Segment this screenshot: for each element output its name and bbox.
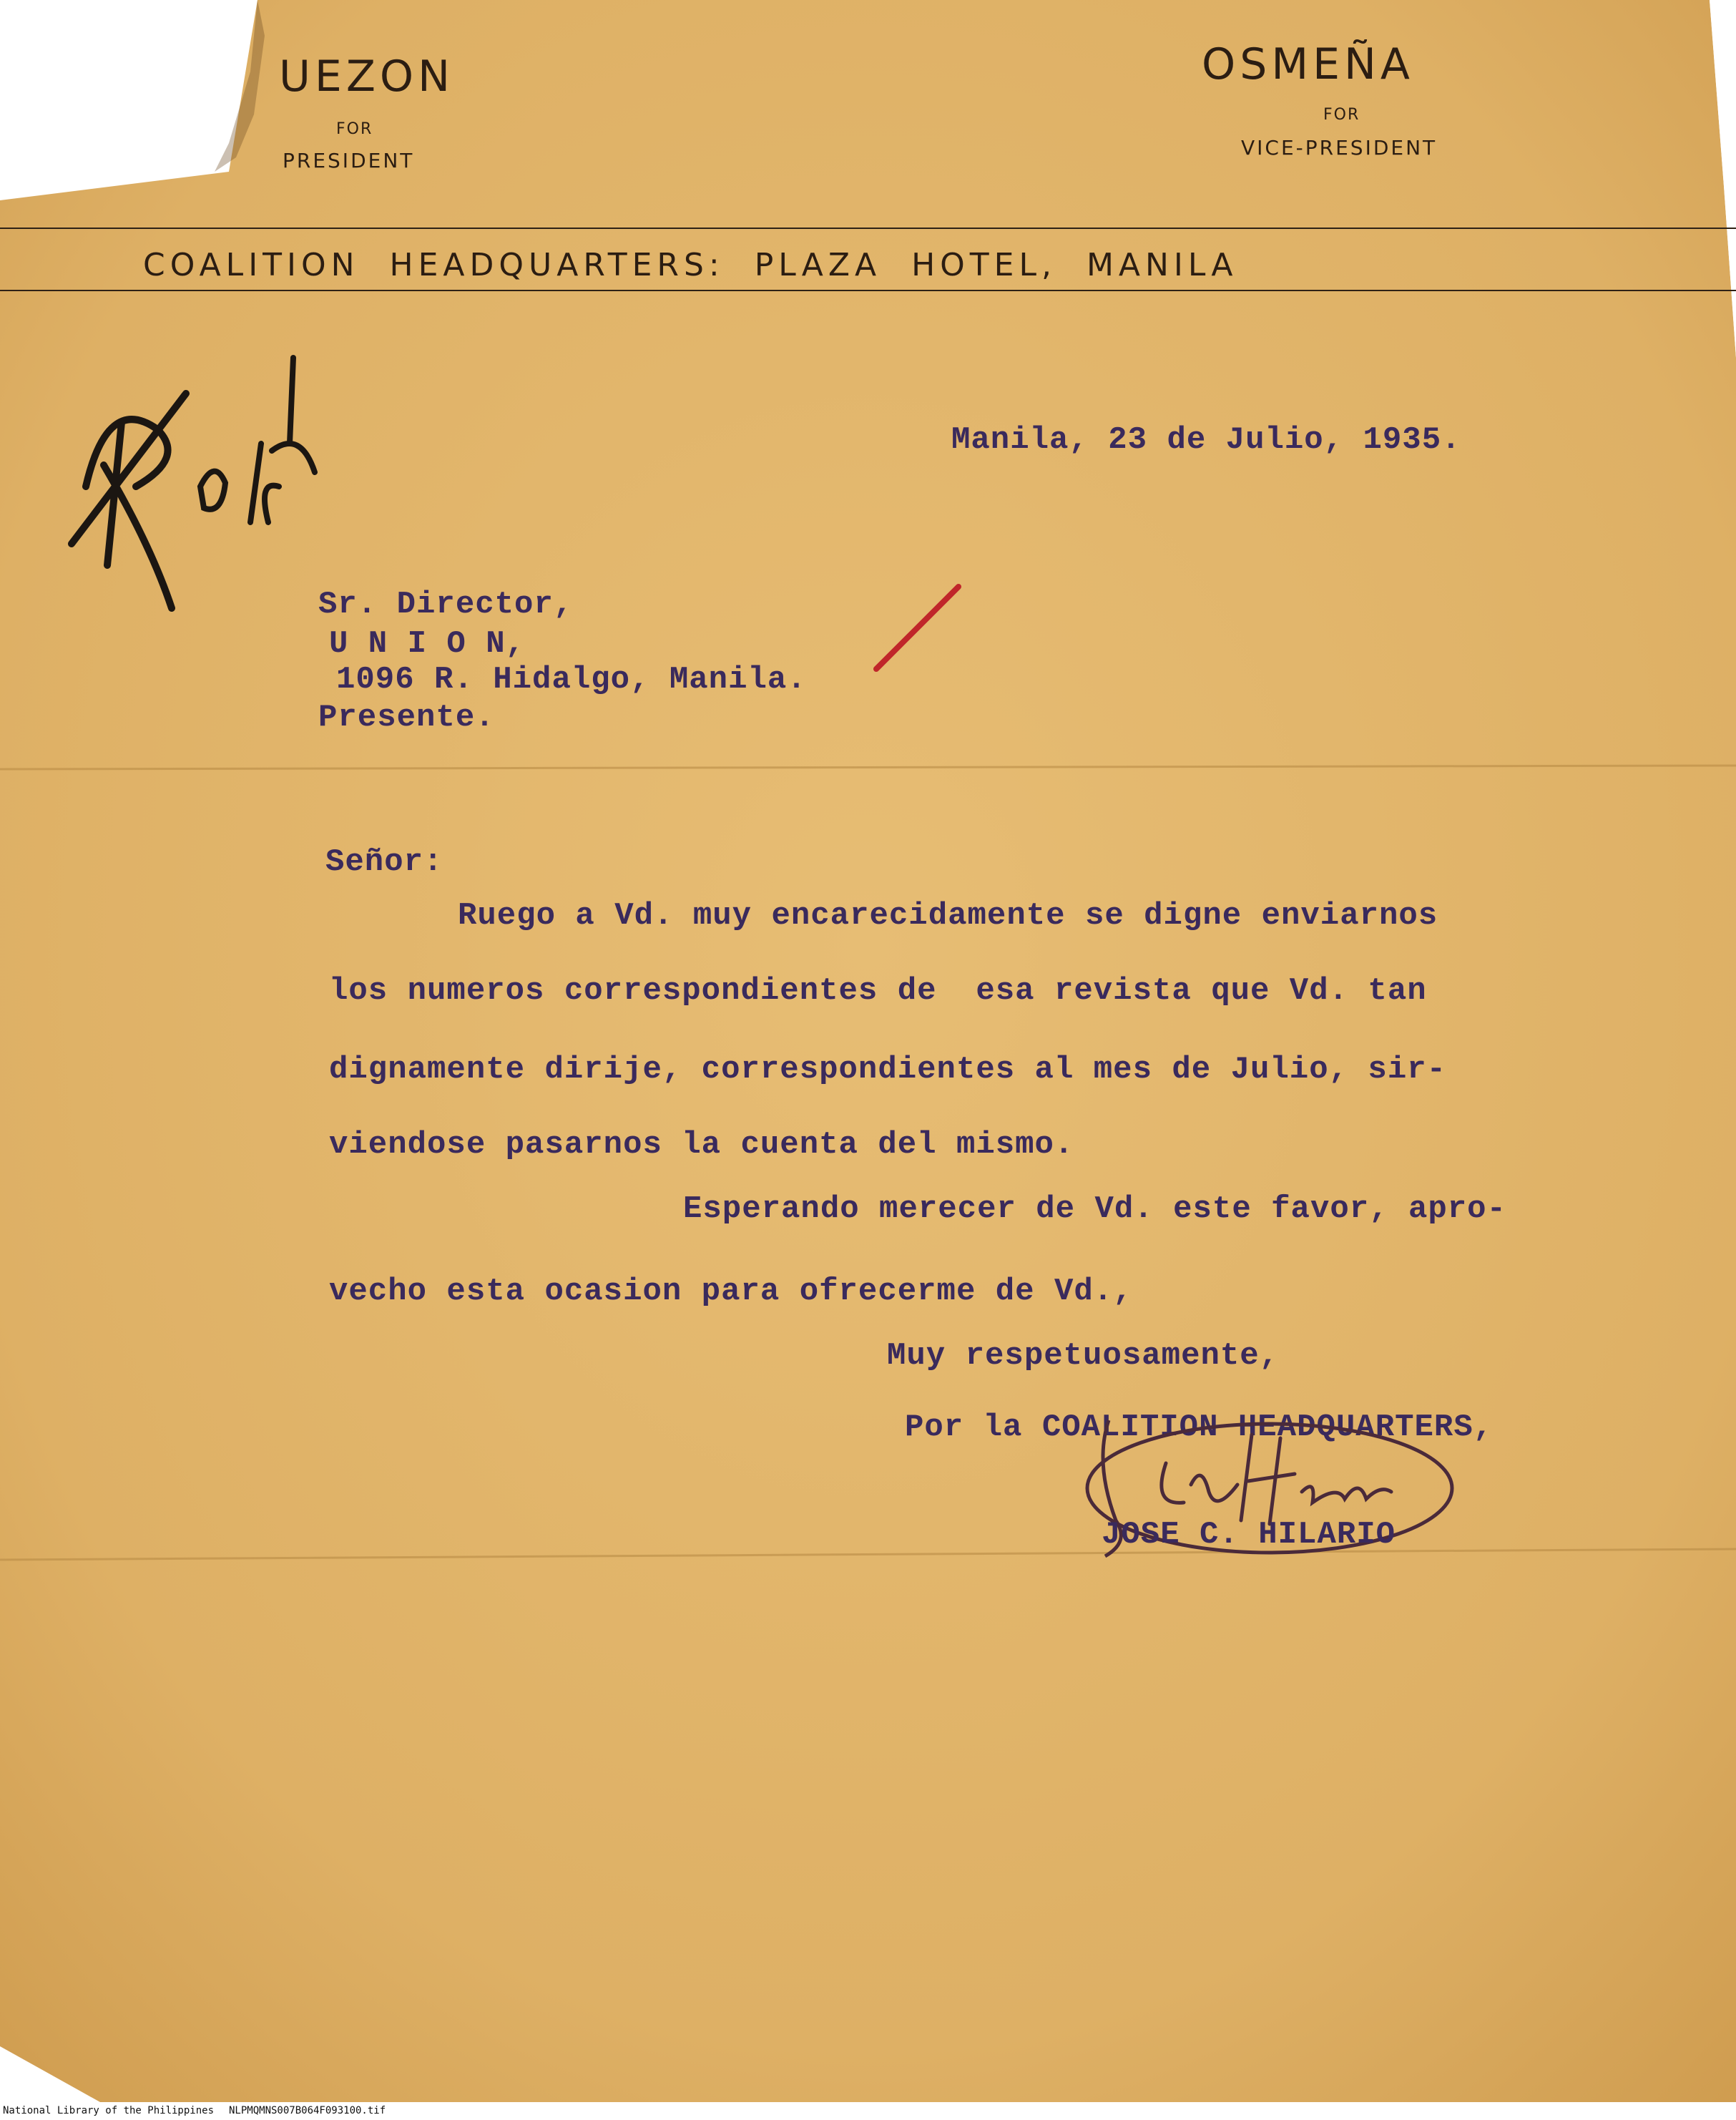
red-pencil-check xyxy=(858,572,973,687)
letterhead-bottom-rule xyxy=(0,290,1736,291)
closing: Muy respetuosamente, xyxy=(887,1338,1280,1374)
letterhead-banner: COALITION HEADQUARTERS: PLAZA HOTEL, MANILA xyxy=(143,247,1238,283)
body-line-4: viendose pasarnos la cuenta del mismo. xyxy=(329,1127,1074,1163)
letter-date: Manila, 23 de Julio, 1935. xyxy=(951,422,1461,458)
body-line-3: dignamente dirije, correspondientes al mes de Julio, sir- xyxy=(329,1052,1447,1088)
footer-filename: NLPMQMNS007B064F093100.tif xyxy=(229,2105,386,2116)
salutation: Señor: xyxy=(325,844,443,880)
body-line-1: Ruego a Vd. muy encarecidamente se digne enviarnos xyxy=(458,898,1438,934)
letterhead-top-rule xyxy=(0,228,1736,229)
address-line-2: U N I O N, xyxy=(329,626,526,662)
scan-footer xyxy=(0,2102,1736,2120)
address-line-3: 1096 R. Hidalgo, Manila. xyxy=(336,662,807,698)
footer-institution: National Library of the Philippines xyxy=(3,2105,215,2116)
letterhead-right-name: OSMEÑA xyxy=(1202,39,1414,89)
signature-block: Por la COALITION HEADQUARTERS, xyxy=(905,1410,1494,1445)
address-line-4: Presente. xyxy=(318,700,495,736)
body-line-6: vecho esta ocasion para ofrecerme de Vd., xyxy=(329,1274,1133,1309)
letterhead-left-name: UEZON xyxy=(279,52,455,102)
body-line-2: los numeros correspondientes de esa revista que Vd. tan xyxy=(329,973,1427,1009)
letterhead-right-office: VICE-PRESIDENT xyxy=(1241,136,1438,160)
letterhead-right-for: FOR xyxy=(1323,106,1360,124)
address-line-1: Sr. Director, xyxy=(318,587,574,622)
letterhead-left-for: FOR xyxy=(336,120,373,138)
signatory-name: JOSE C. HILARIO xyxy=(1102,1517,1396,1553)
letterhead-left-office: PRESIDENT xyxy=(283,149,415,172)
handwritten-price-mark xyxy=(43,308,343,665)
body-line-5: Esperando merecer de Vd. este favor, apro- xyxy=(683,1191,1506,1227)
